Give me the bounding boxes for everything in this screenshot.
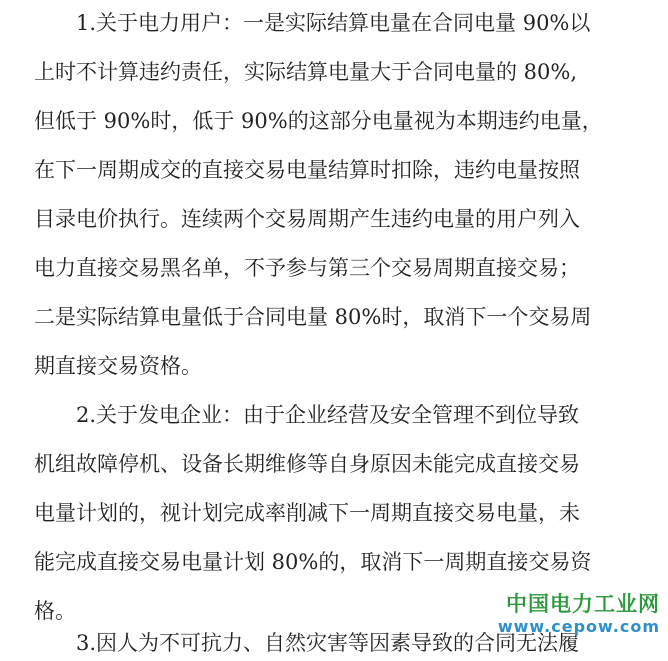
paragraph-2-line-3: 电量计划的，视计划完成率削减下一周期直接交易电量，未 (34, 501, 580, 525)
paragraph-3-line-1: 3.因人为不可抗力、自然灾害等因素导致的合同无法履 (76, 631, 580, 655)
watermark-url: www.cepow.com (497, 617, 660, 636)
paragraph-2-line-1: 2.关于发电企业：由于企业经营及安全管理不到位导致 (76, 403, 580, 427)
paragraph-2-line-5: 格。 (34, 599, 76, 623)
paragraph-1-line-8: 期直接交易资格。 (34, 354, 202, 378)
paragraph-1-line-2: 上时不计算违约责任，实际结算电量大于合同电量的 80%, (34, 60, 578, 84)
paragraph-2-line-2: 机组故障停机、设备长期维修等自身原因未能完成直接交易 (34, 452, 580, 476)
paragraph-1-line-1: 1.关于电力用户：一是实际结算电量在合同电量 90%以 (76, 11, 591, 35)
paragraph-1-line-7: 二是实际结算电量低于合同电量 80%时，取消下一个交易周 (34, 305, 592, 329)
watermark-title: 中国电力工业网 (506, 592, 660, 616)
paragraph-1-line-6: 电力直接交易黑名单，不予参与第三个交易周期直接交易； (34, 256, 580, 280)
paragraph-1-line-4: 在下一周期成交的直接交易电量结算时扣除，违约电量按照 (34, 158, 580, 182)
paragraph-1-line-3: 但低于 90%时，低于 90%的这部分电量视为本期违约电量， (34, 109, 603, 133)
paragraph-2-line-4: 能完成直接交易电量计划 80%的，取消下一周期直接交易资 (34, 550, 592, 574)
paragraph-1-line-5: 目录电价执行。连续两个交易周期产生违约电量的用户列入 (34, 207, 580, 231)
